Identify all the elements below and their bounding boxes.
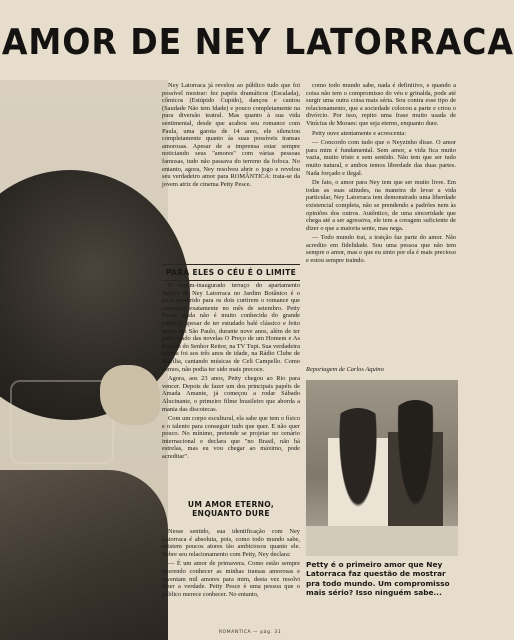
subhead-1-wrap (162, 258, 300, 285)
photo-credit: Reportagem de Carlos Aquino (306, 366, 384, 373)
right-column (306, 82, 456, 374)
intro-column (162, 82, 300, 258)
section1-paragraph: O recém-inaugurado terraço do apartamento duplex de Ney Latorraca no Jardim Botânico é o local preferido para os dois curtirem o romance que começou exatamente no mês de setembro. Petty Pesce ainda não é muito conhecida do grande público, apesar de ter estudado balé clássico e feito teatro em São Paulo, durante nove anos, além de ter participado das novelas O Preço de um Homem e As Pupilas do Senhor Reitor, na TV Tupi. Sua verdadeira estréia foi aos três anos de idade, na Rádio Clube de Marília, cantando músicas de Celi Campello. Como vemos, não podia ter sido mais precoce. (162, 282, 300, 373)
photo-arm-shape (0, 470, 168, 640)
subhead-2-wrap (162, 494, 300, 522)
photo-caption: Petty é o primeiro amor que Ney Latorraca faz questão de mostrar pra todo mundo. Um compromisso mais sério? Isso ninguém sabe... (306, 560, 450, 598)
right-paragraph: — Todo mundo trai, a traição faz parte do amor. Não acredito em fidelidade. Sou uma pessoa que não tem sempre o amor, mas o que eu sinto por ela é mais precioso e estou sempre traindo. (306, 234, 456, 265)
intro-paragraph: Ney Latorraca já revelou ao público tudo que foi possível mostrar: fez papéis dramáticos (Escalada), cômicos (Estúpido Cupido), dançou e cantou (Saudade Não tem Idade) e pouco completamente na pura diversão teatral. Mas quanto à sua vida sentimental, desde que acabou seu romance com Paula, uma garota de 14 anos, ele silenciou completamente quanto às suas possíveis transas amorosas. Apesar de a imprensa estar sempre noticiando seus "amores" com várias pessoas famosas, tudo não passava do terreno da fofoca. No entanto, agora, Ney resolveu abrir o jogo e revelou seu verdadeiro amor para ROMÂNTICA: trata-se da jovem atriz de cinema Petty Pesce. (162, 82, 300, 188)
right-paragraph: — Concordo com tudo que o Neyzinho disse. O amor para mim é fundamental. Sem amor, a vida fica muito vazia, muito triste e sem sentido. Não tem que ser tudo muito natural, e ambos temos liberdade das duas partes. Nada forçado e ilegal. (306, 139, 456, 177)
photo-shirt-print (10, 380, 114, 464)
section1-paragraph: Agora, aos 23 anos, Petty chegou ao Rio para vencer. Depois de fazer um dos principais papéis de Amada Amante, já começou a rodar Sábado Alucinante, o primeiro filme brasileiro que aborda a mania das discotecas. (162, 375, 300, 413)
right-paragraph: como todo mundo sabe, nada é definitivo, e quando a coisa não tem o compromisso do véu e grinalda, pode até surgir uma outra coisa mais séria. Sou contra esse tipo de relacionamento, que a sociedade colocou a parte e criou o divórcio. Por isso, repito uma frase muito usada de Vinícius de Moraes: que seja eterno, enquanto dure. (306, 82, 456, 127)
section2-paragraph: — É um amor de primavera. Como estão sempre querendo conhecer as minhas transas amorosas e inventam mil amores para mim, desta vez resolvi dizer a verdade. Petty Pesce é uma pessoa que o público merece conhecer. No entanto, (162, 560, 300, 598)
photo-hand-shape (100, 365, 160, 425)
couple-photo (306, 380, 458, 556)
subhead-2: UM AMOR ETERNO, ENQUANTO DURE (187, 500, 275, 518)
right-paragraph: Petty ouve atentamente e acrescenta: (312, 129, 407, 137)
section1-paragraph: Com um corpo escultural, ela sabe que tem o físico e o talento para conseguir tudo que quer. E não quer pouco. No mínimo, pretende se projetar no cenário internacional e declara que "no Brasil, não há estrelas, mas eu vou chegar ao máximo, pode acreditar". (162, 415, 300, 461)
section2-paragraph: Nesse sentido, sua identificação com Ney Latorraca é absoluta, pois, como todo mundo sabe, existem poucos atores tão ambiciosos quanto ele. Sobre seu relacionamento com Petty, Ney declara: (162, 528, 300, 558)
right-paragraph: De fato, o amor para Ney tem que ser muito livre. Em todas as suas atitudes, na maneira de levar a vida particular, Ney Latorraca tem demonstrado uma liberdade existencial completa, não se prendendo a padrões nem às opiniões dos outros. Autêntico, de uma sinceridade que chega até a ser agressiva, ele tem a coragem suficiente de dizer o que a maioria sente, mas nega. (306, 179, 456, 232)
page-headline: AMOR DE NEY LATORRACA (1, 22, 514, 63)
section-2-column (162, 528, 300, 632)
page-footer: ROMANTICA — pág. 31 (218, 630, 282, 635)
photo-ledge (306, 526, 458, 556)
section-1-column (162, 282, 300, 482)
left-photo (0, 80, 168, 640)
subhead-1: PARA ELES O CÉU É O LIMITE (162, 264, 300, 281)
